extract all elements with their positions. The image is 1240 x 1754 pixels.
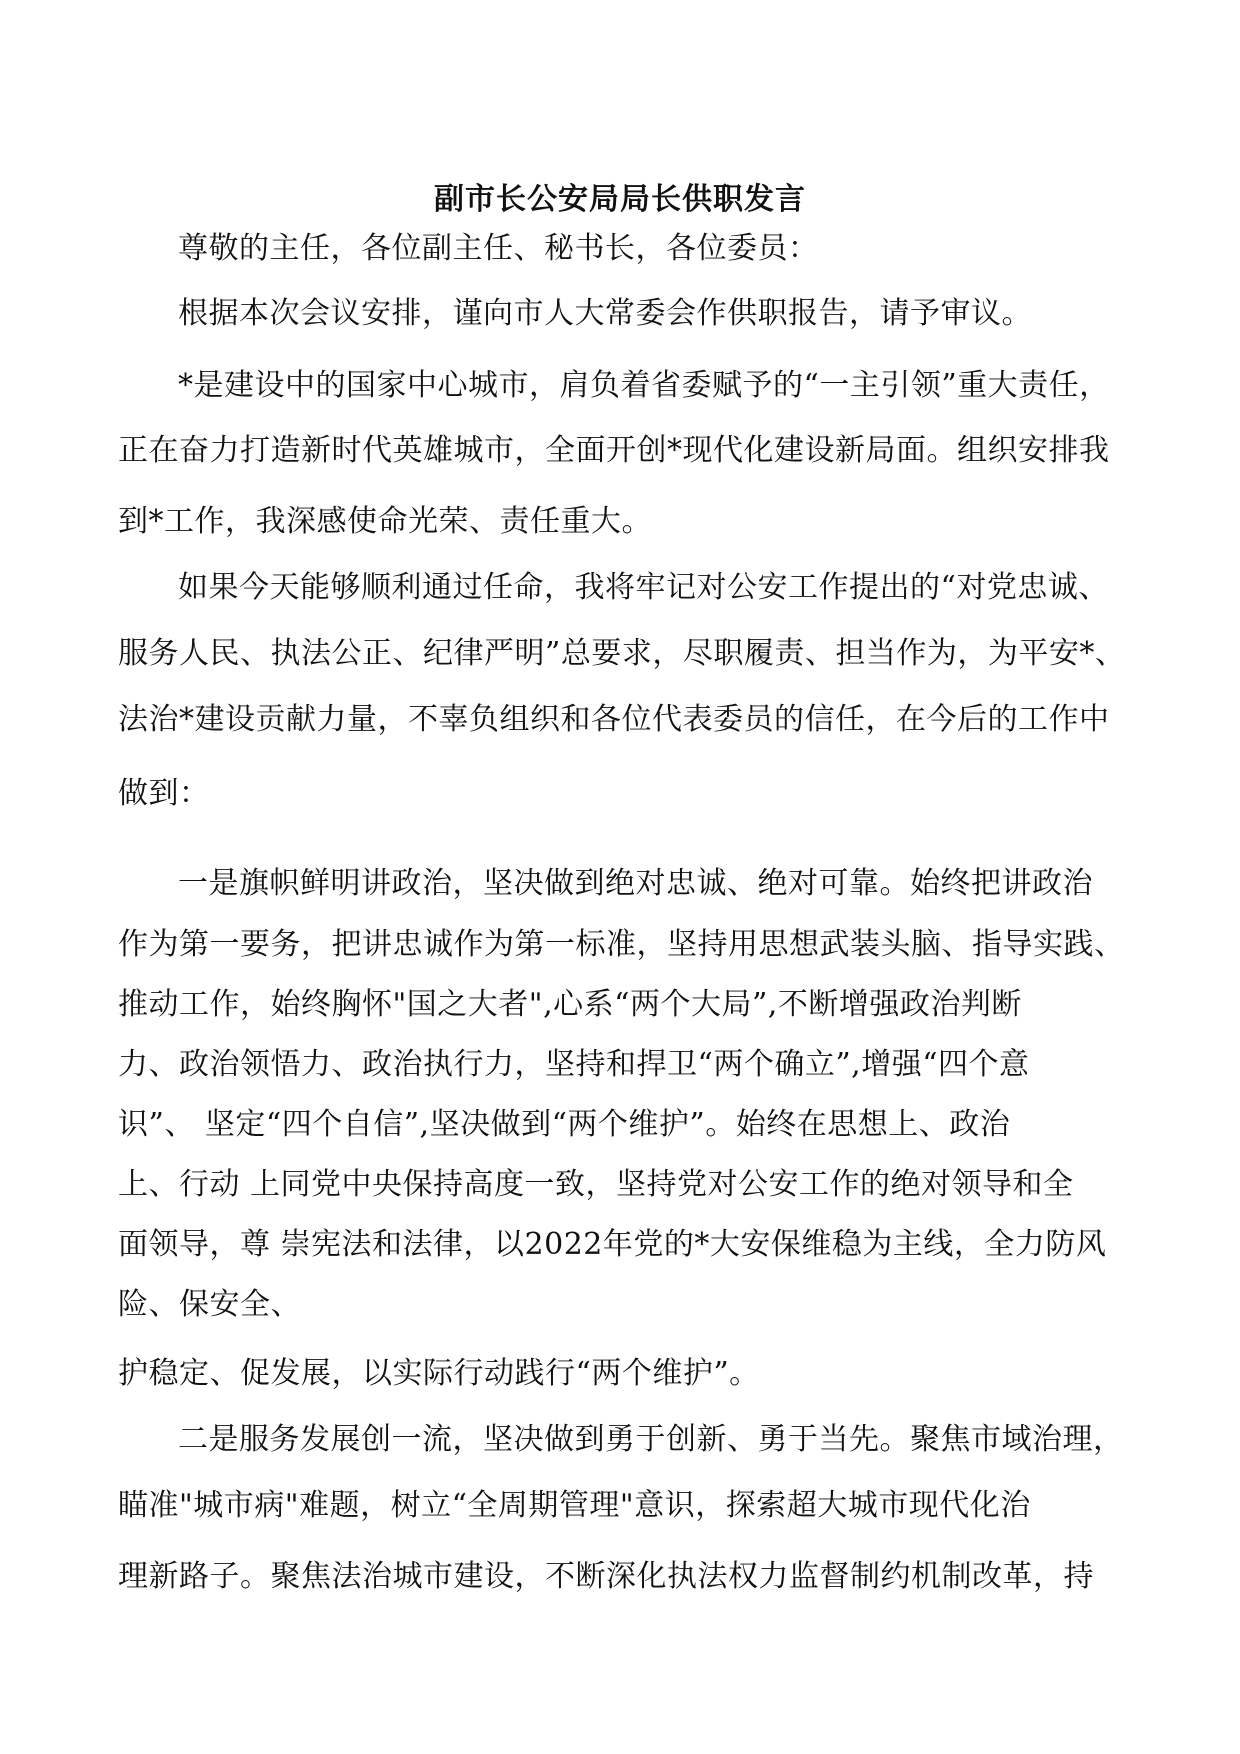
document-title: 副市长公安局局长供职发言 [434,182,806,217]
salutation-line: 尊敬的主任，各位副主任、秘书长，各位委员： [178,231,819,266]
paragraph-line: 服务人民、执法公正、纪律严明”总要求，尽职履责、担当作为，为平安*、 [118,636,1126,671]
paragraph-line: 护稳定、促发展，以实际行动践行“两个维护”。 [118,1356,760,1391]
paragraph-line: 险、保安全、 [118,1287,301,1322]
paragraph-line: 力、政治领悟力、政治执行力，坚持和捍卫“两个确立”,增强“四个意 [118,1047,1030,1082]
paragraph-line: 一是旗帜鲜明讲政治，坚决做到绝对忠诚、绝对可靠。始终把讲政治 [178,866,1093,901]
paragraph-line: 根据本次会议安排，谨向市人大常委会作供职报告，请予审议。 [178,296,1032,331]
paragraph-line: 正在奋力打造新时代英雄城市，全面开创*现代化建设新局面。组织安排我 [118,433,1110,468]
paragraph-line: 识”、 坚定“四个自信”,坚决做到“两个维护”。始终在思想上、政治 [118,1107,1011,1142]
paragraph-line: 作为第一要务，把讲忠诚作为第一标准，坚持用思想武装头脑、指导实践、 [118,927,1125,962]
paragraph-line: 二是服务发展创一流，坚决做到勇于创新、勇于当先。聚焦市域治理， [178,1422,1124,1457]
paragraph-line: 瞄准"城市病"难题，树立“全周期管理"意识，探索超大城市现代化治 [118,1488,1031,1523]
paragraph-line: 推动工作，始终胸怀"国之大者",心系“两个大局”,不断增强政治判断 [118,987,1022,1022]
paragraph-line: 到*工作，我深感使命光荣、责任重大。 [118,504,652,539]
paragraph-line: 面领导，尊 崇宪法和法律，以2022年党的*大安保维稳为主线，全力防风 [118,1227,1107,1262]
paragraph-line: 如果今天能够顺利通过任命，我将牢记对公安工作提出的“对党忠诚、 [178,570,1109,605]
paragraph-line: 理新路子。聚焦法治城市建设，不断深化执法权力监督制约机制改革，持 [118,1559,1094,1594]
paragraph-line: 上、行动 上同党中央保持高度一致，坚持党对公安工作的绝对领导和全 [118,1167,1074,1202]
paragraph-line: 做到： [118,776,210,811]
paragraph-line: 法治*建设贡献力量，不辜负组织和各位代表委员的信任，在今后的工作中 [118,702,1110,737]
paragraph-line: *是建设中的国家中心城市，肩负着省委赋予的“一主引领”重大责任， [178,368,1110,403]
